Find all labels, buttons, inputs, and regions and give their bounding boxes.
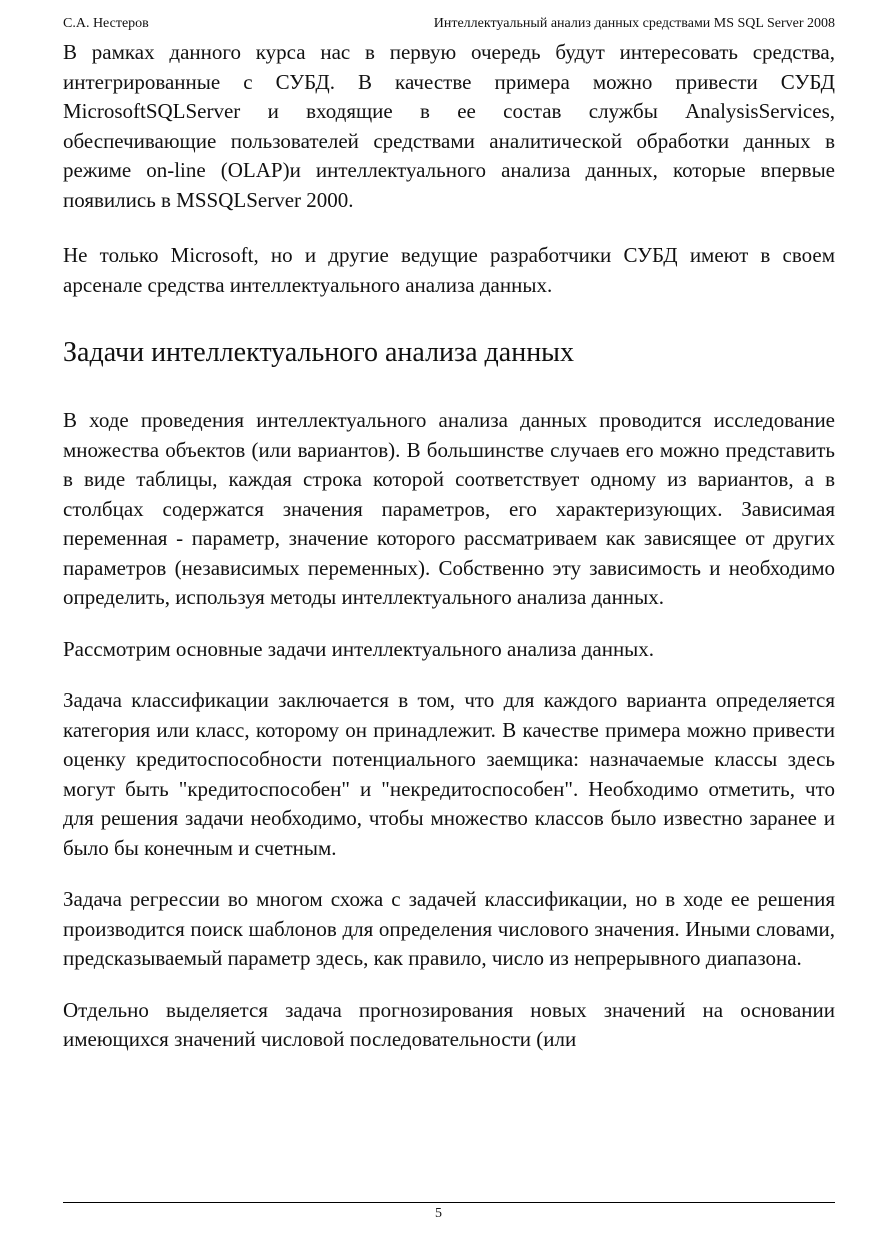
section-heading: Задачи интеллектуального анализа данных xyxy=(63,337,574,368)
paragraph-other-vendors: Не только Microsoft, но и другие ведущие разработчики СУБД имеют в своем арсенале средства интеллектуального анализа данных. xyxy=(63,243,835,297)
paragraph-classification: Задача классификации заключается в том, что для каждого варианта определяется категория или класс, которому он принадлежит. В качестве примера можно привести оценку кредитоспособности потенциального заемщика: назначаемые классы здесь могут быть "кредитоспособен" и "некредитоспособен". Необходимо отметить, что для решения задачи необходимо, чтобы множество классов было известно заранее и было бы конечным и счетным. xyxy=(63,688,835,860)
page-body xyxy=(63,38,835,1055)
paragraph-tasks-intro: Рассмотрим основные задачи интеллектуального анализа данных. xyxy=(63,636,655,661)
page-number: 5 xyxy=(435,1206,442,1221)
paragraph-regression: Задача регрессии во многом схожа с задачей классификации, но в ходе ее решения производится поиск шаблонов для определения числового значения. Иными словами, предсказываемый параметр здесь, как правило, число из непрерывного диапазона. xyxy=(63,887,835,970)
paragraph-course-tools: В рамках данного курса нас в первую очередь будут интересовать средства, интегрированные с СУБД. В качестве примера можно привести СУБД MicrosoftSQLServer и входящие в ее состав службы AnalysisServices, обеспечивающие пользователей средствами аналитической обработки данных в режиме on-line (OLAP)и интеллектуального анализа данных, которые впервые появились в MSSQLServer 2000. xyxy=(63,40,835,212)
footer-divider xyxy=(63,1202,835,1203)
header-author: С.А. Нестеров xyxy=(63,16,149,31)
paragraph-analysis-overview: В ходе проведения интеллектуального анализа данных проводится исследование множества объектов (или вариантов). В большинстве случаев его можно представить в виде таблицы, каждая строка которой соответствует одному из вариантов, а в столбцах содержатся значения параметров, его характеризующих. Зависимая переменная - параметр, значение которого рассматриваем как зависящее от других параметров (независимых переменных). Собственно эту зависимость и необходимо определить, используя методы интеллектуального анализа данных. xyxy=(63,408,835,609)
paragraph-forecasting: Отдельно выделяется задача прогнозирования новых значений на основании имеющихся значений числовой последовательности (или xyxy=(63,997,835,1051)
page-header xyxy=(63,16,835,36)
header-title: Интеллектуальный анализ данных средствами MS SQL Server 2008 xyxy=(433,16,835,31)
